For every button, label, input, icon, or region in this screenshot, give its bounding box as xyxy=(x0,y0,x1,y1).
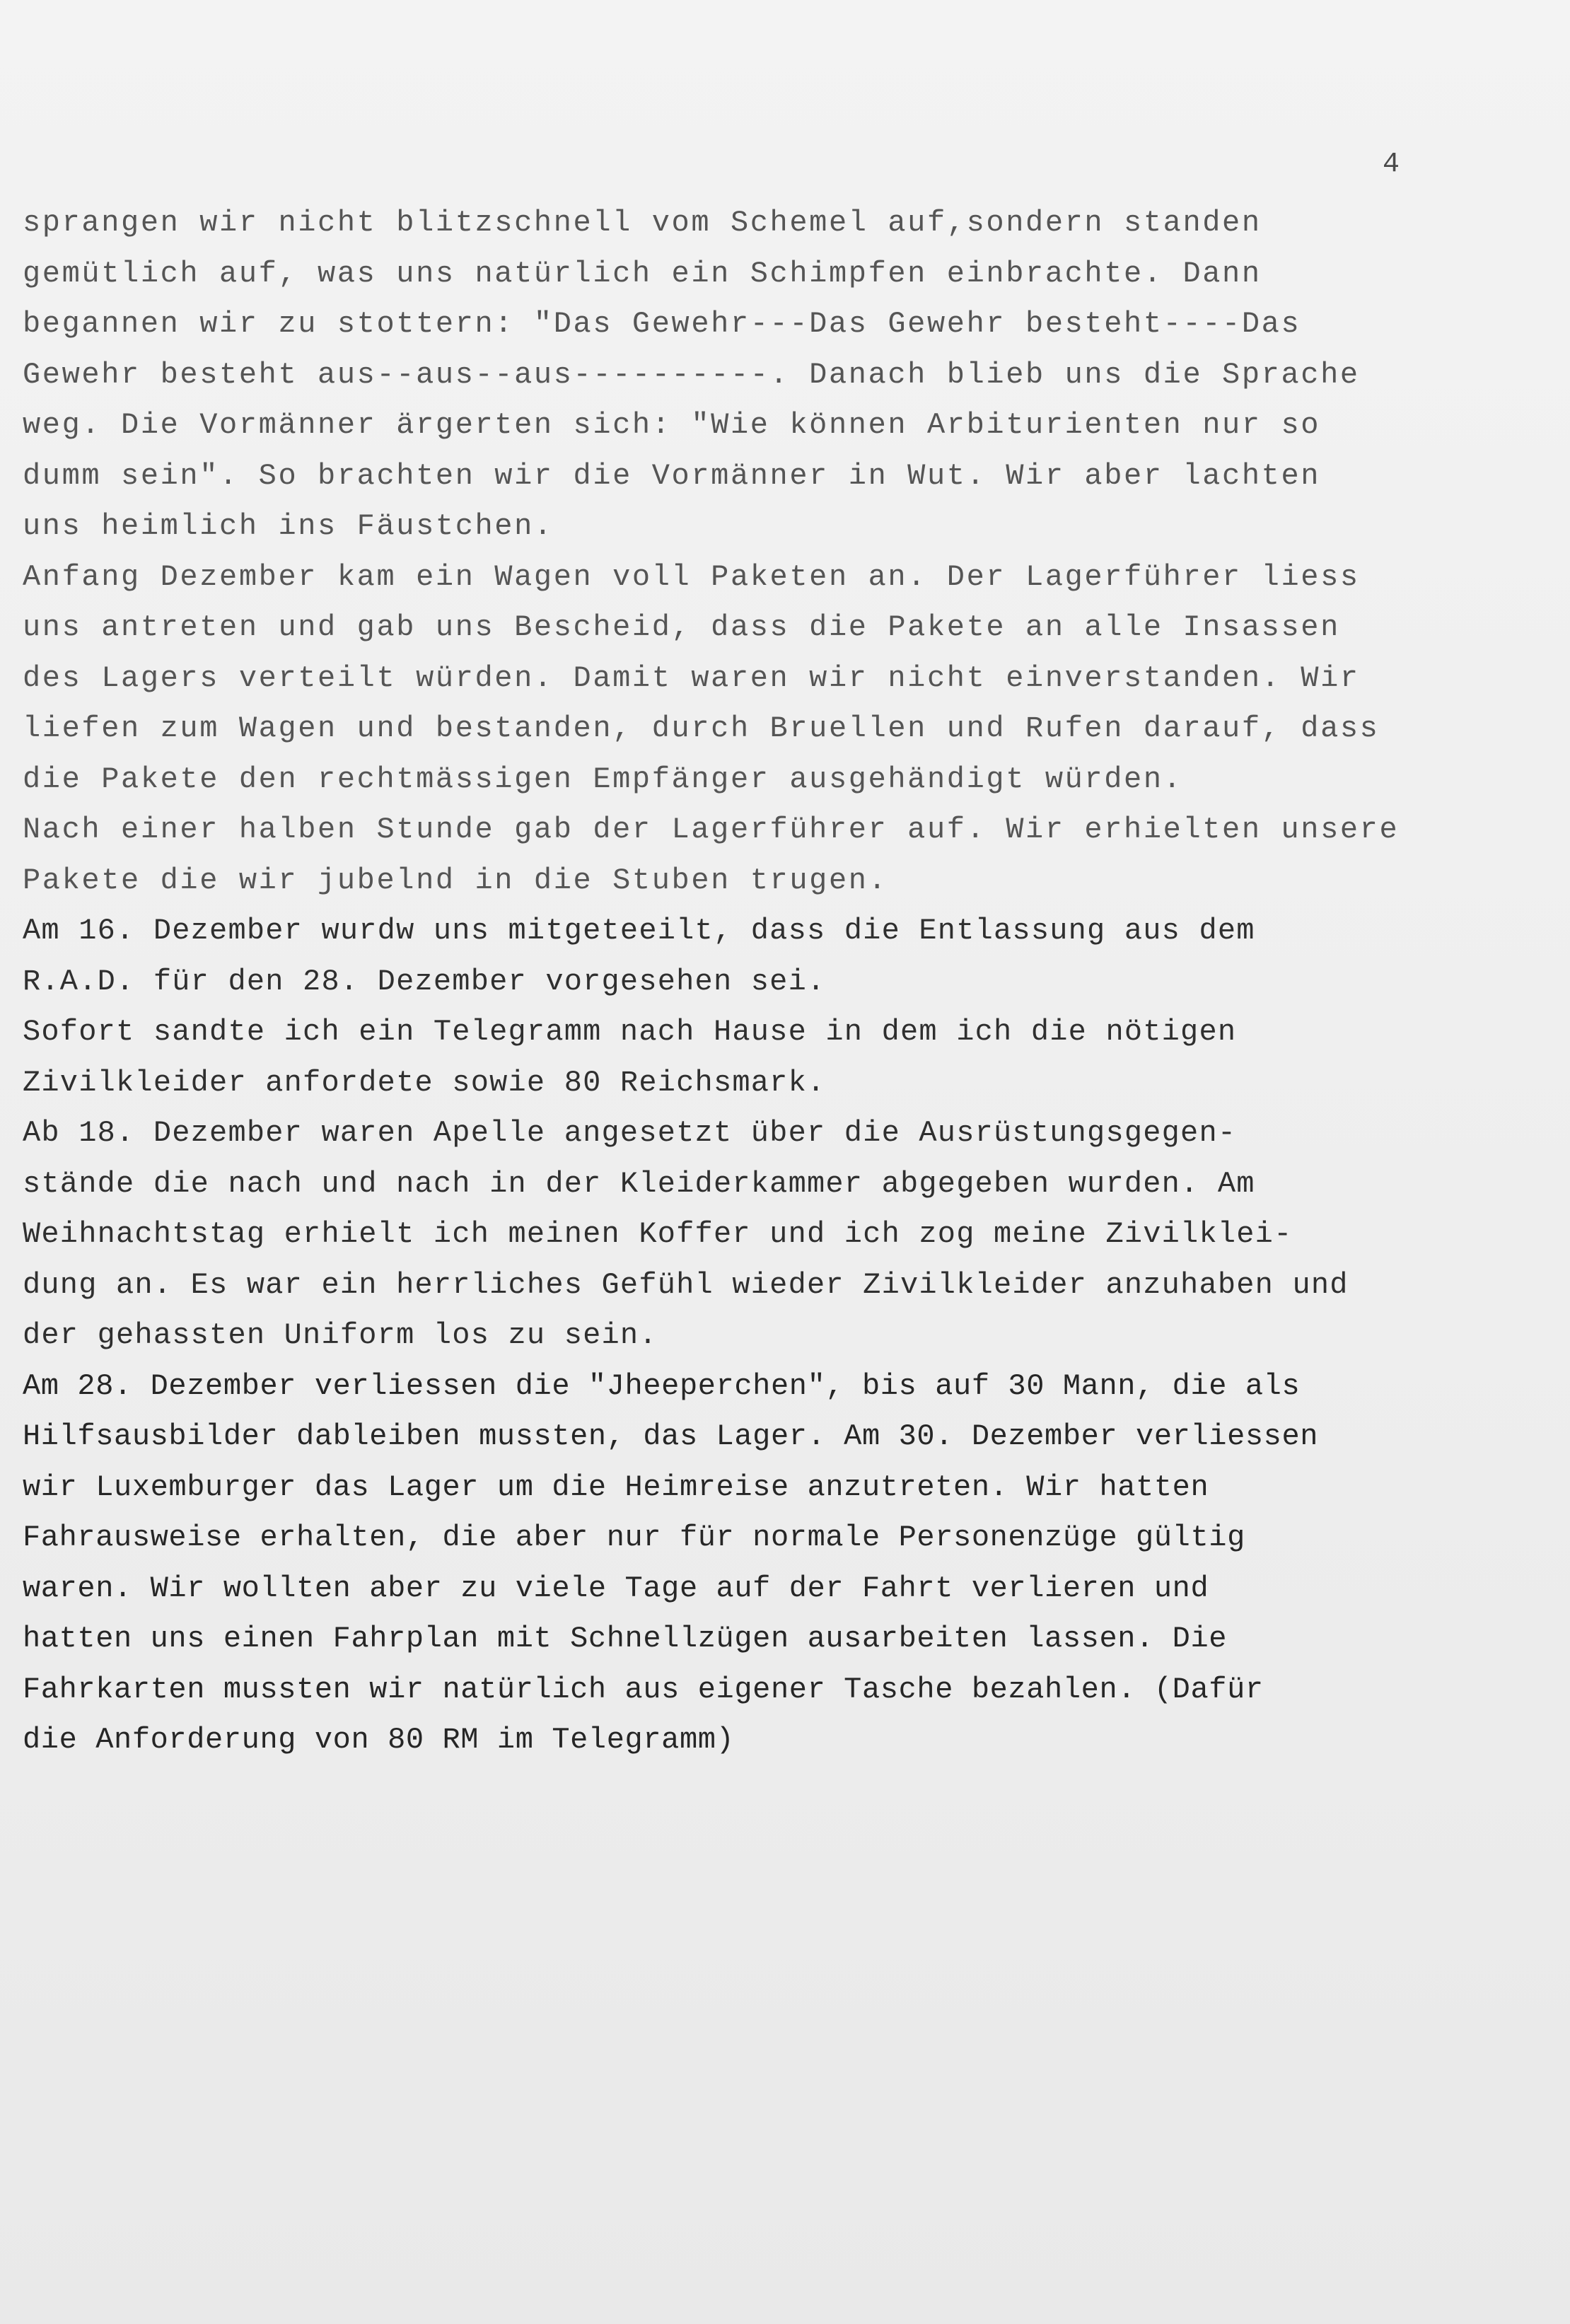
text-line: der gehassten Uniform los zu sein. xyxy=(23,1318,658,1352)
text-line: dumm sein". So brachten wir die Vormänner in Wut. Wir aber lachten xyxy=(23,458,1321,493)
text-line: waren. Wir wollten aber zu viele Tage auf der Fahrt verlieren und xyxy=(23,1571,1209,1605)
page-number: 4 xyxy=(1383,149,1400,180)
text-line: uns heimlich ins Fäustchen. xyxy=(23,509,554,543)
text-line: Fahrausweise erhalten, die aber nur für normale Personenzüge gültig xyxy=(23,1521,1245,1555)
text-line: Anfang Dezember kam ein Wagen voll Paketen an. Der Lagerführer liess xyxy=(23,559,1360,594)
text-line: liefen zum Wagen und bestanden, durch Bruellen und Rufen darauf, dass xyxy=(23,711,1380,745)
text-line: Ab 18. Dezember waren Apelle angesetzt über die Ausrüstungsgegen- xyxy=(23,1116,1237,1150)
text-line: Fahrkarten mussten wir natürlich aus eigener Tasche bezahlen. (Dafür xyxy=(23,1672,1264,1707)
text-line: Am 28. Dezember verliessen die "Jheeperchen", bis auf 30 Mann, die als xyxy=(23,1369,1301,1403)
text-line: weg. Die Vormänner ärgerten sich: "Wie können Arbiturienten nur so xyxy=(23,408,1321,442)
text-line: Hilfsausbilder dableiben mussten, das Lager. Am 30. Dezember verliessen xyxy=(23,1419,1319,1453)
text-line: Nach einer halben Stunde gab der Lagerführer auf. Wir erhielten unsere xyxy=(23,813,1400,847)
text-line: sprangen wir nicht blitzschnell vom Schemel auf,sondern standen xyxy=(23,206,1262,240)
text-line: dung an. Es war ein herrliches Gefühl wieder Zivilkleider anzuhaben und xyxy=(23,1267,1349,1302)
text-line: uns antreten und gab uns Bescheid, dass die Pakete an alle Insassen xyxy=(23,610,1340,644)
text-line: Pakete die wir jubelnd in die Stuben trugen. xyxy=(23,863,888,897)
text-line: die Pakete den rechtmässigen Empfänger ausgehändigt würden. xyxy=(23,762,1183,796)
typewritten-body xyxy=(23,198,1536,1766)
text-line: R.A.D. für den 28. Dezember vorgesehen sei. xyxy=(23,964,826,999)
text-line: begannen wir zu stottern: "Das Gewehr---Das Gewehr besteht----Das xyxy=(23,307,1301,341)
text-line: Zivilkleider anfordete sowie 80 Reichsmark. xyxy=(23,1065,826,1100)
text-line: Am 16. Dezember wurdw uns mitgeteeilt, dass die Entlassung aus dem xyxy=(23,914,1255,948)
text-line: stände die nach und nach in der Kleiderkammer abgegeben wurden. Am xyxy=(23,1166,1255,1201)
text-line: Sofort sandte ich ein Telegramm nach Hause in dem ich die nötigen xyxy=(23,1015,1237,1049)
text-line: gemütlich auf, was uns natürlich ein Schimpfen einbrachte. Dann xyxy=(23,256,1262,291)
text-line: die Anforderung von 80 RM im Telegramm) xyxy=(23,1723,735,1757)
text-line: Gewehr besteht aus--aus--aus----------. Danach blieb uns die Sprache xyxy=(23,357,1360,392)
text-line: des Lagers verteilt würden. Damit waren wir nicht einverstanden. Wir xyxy=(23,661,1360,695)
text-line: Weihnachtstag erhielt ich meinen Koffer und ich zog meine Zivilklei- xyxy=(23,1217,1293,1251)
text-line: wir Luxemburger das Lager um die Heimreise anzutreten. Wir hatten xyxy=(23,1470,1209,1504)
text-line: hatten uns einen Fahrplan mit Schnellzügen ausarbeiten lassen. Die xyxy=(23,1622,1228,1656)
